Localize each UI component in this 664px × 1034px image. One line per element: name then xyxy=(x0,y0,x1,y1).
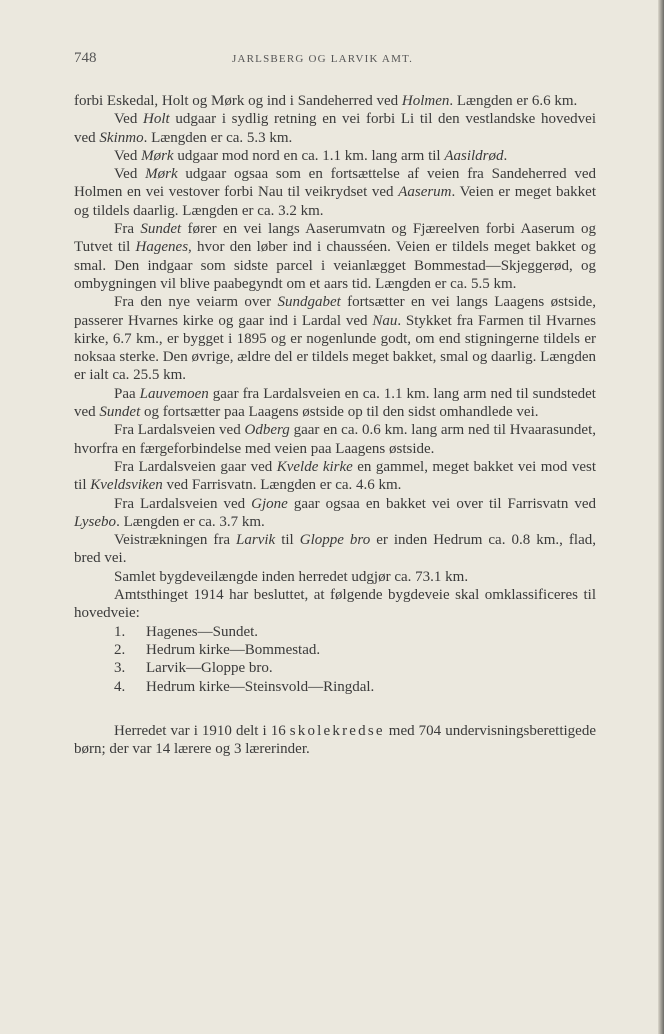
text-run: er inden Hedrum ca. 0.8 km., flad, bred vei. xyxy=(74,532,596,567)
text-run: udgaar i sydlig retning en vei forbi Li til den vestlandske hovedvei ved xyxy=(74,111,596,146)
paragraph-group xyxy=(74,92,596,623)
text-run: Amtsthinget 1914 har besluttet, at følgende bygdeveie skal omklassificeres til hovedveie: xyxy=(74,587,596,622)
body-text xyxy=(74,92,596,758)
list-item xyxy=(74,623,596,641)
running-head: JARLSBERG OG LARVIK AMT. xyxy=(232,53,414,65)
paragraph xyxy=(74,92,596,110)
text-run: Paa xyxy=(114,385,140,402)
reclassification-list xyxy=(74,623,596,696)
text-run: . Veien er meget bakket og tildels daarlig. Længden er ca. 3.2 km. xyxy=(74,184,596,219)
text-run: udgaar ogsaa som en fortsættelse af veien fra Sandeherred ved Holmen en vei vestover forbi Nau til veikrydset ved xyxy=(74,166,597,201)
paragraph xyxy=(74,458,596,495)
italic-place-name: Lauvemoen xyxy=(139,385,209,402)
text-run: Herredet var i 1910 delt i 16 xyxy=(114,722,290,739)
italic-place-name: Sundet xyxy=(140,221,182,238)
paragraph xyxy=(74,293,596,384)
paragraph xyxy=(74,165,596,220)
text-run: gaar en ca. 0.6 km. lang arm ned til Hvaarasundet, hvorfra en færgeforbindelse med veien paa Laagens østside. xyxy=(74,422,596,457)
text-run: gaar ogsaa en bakket vei over til Farrisvatn ved xyxy=(287,495,596,512)
paragraph xyxy=(74,495,596,532)
list-number: 1. xyxy=(114,623,126,640)
italic-place-name: Mørk xyxy=(145,166,178,183)
text-run: Fra den nye veiarm over xyxy=(114,294,278,311)
text-run: Ved xyxy=(114,147,142,164)
list-number: 2. xyxy=(114,641,126,658)
italic-place-name: Nau xyxy=(372,312,398,329)
italic-place-name: Skinmo xyxy=(99,129,144,146)
paragraph xyxy=(74,385,596,422)
text-run: Fra xyxy=(114,221,141,238)
text-run: fortsætter en vei langs Laagens østside, passerer Hvarnes kirke og gaar ind i Lardal ved xyxy=(74,294,597,329)
italic-place-name: Lysebo xyxy=(74,513,117,530)
text-run: gaar fra Lardalsveien en ca. 1.1 km. lang arm ned til sundstedet ved xyxy=(74,385,596,421)
list-text: Larvik—Gloppe bro. xyxy=(146,660,273,677)
text-run: . Længden er ca. 5.3 km. xyxy=(143,129,293,146)
paragraph xyxy=(74,531,596,568)
italic-place-name: Aaserum xyxy=(398,184,452,201)
paragraph xyxy=(74,110,596,147)
text-run: Fra Lardalsveien gaar ved xyxy=(114,458,277,475)
text-run: udgaar mod nord en ca. 1.1 km. lang arm til xyxy=(173,147,445,164)
text-run: Fra Lardalsveien ved xyxy=(114,422,245,439)
page-header xyxy=(74,50,594,72)
list-number: 4. xyxy=(114,678,126,695)
text-run: til xyxy=(275,532,300,549)
list-item xyxy=(74,678,596,696)
text-run: . Længden er ca. 3.7 km. xyxy=(116,513,265,530)
page-edge-shadow xyxy=(658,0,664,1034)
text-run: Ved xyxy=(114,166,146,183)
italic-place-name: Gjone xyxy=(251,495,288,512)
text-run: med 704 undervisningsberettigede børn; der var 14 lærere og 3 lærerinder. xyxy=(74,722,596,758)
text-run: . Længden er 6.6 km. xyxy=(449,93,578,109)
text-run: Ved xyxy=(114,111,144,128)
italic-place-name: Sundet xyxy=(99,404,141,421)
list-item xyxy=(74,659,596,677)
italic-place-name: Holmen xyxy=(401,93,450,109)
list-number: 3. xyxy=(114,660,126,677)
text-run: . Stykket fra Farmen til Hvarnes kirke, 6.7 km., er bygget i 1895 og er nogenlunde godt, om end stigningerne tildels er noksaa sterke. Den øvrige, ældre del er tildels meget bakket, smal og daarlig. Længden er ialt ca. 25.5 km. xyxy=(74,312,596,384)
spaced-term: skolekredse xyxy=(289,722,385,739)
italic-place-name: Holt xyxy=(143,111,170,128)
italic-place-name: Odberg xyxy=(244,422,290,439)
text-run: . xyxy=(503,147,508,164)
list-item xyxy=(74,641,596,659)
paragraph xyxy=(74,586,596,623)
list-text: Hagenes—Sundet. xyxy=(146,623,259,640)
paragraph xyxy=(74,421,596,458)
closing-paragraph xyxy=(74,722,596,759)
text-run: Fra Lardalsveien ved xyxy=(114,495,252,512)
italic-place-name: Gloppe bro xyxy=(299,532,371,549)
paragraph xyxy=(74,568,596,586)
list-text: Hedrum kirke—Bommestad. xyxy=(146,641,321,658)
list-text: Hedrum kirke—Steinsvold—Ringdal. xyxy=(146,678,375,695)
italic-place-name: Kvelde kirke xyxy=(276,458,353,475)
paragraph xyxy=(74,147,596,165)
italic-place-name: Hagenes xyxy=(135,239,189,256)
text-run: og fortsætter paa Laagens østside op til den sidst omhandlede vei. xyxy=(140,404,539,421)
text-run: , hvor den løber ind i chausséen. Veien er tildels meget bakket og smal. Den indgaar som sidste parcel i veianlægget Bommestad—Skjeggerød, og ombygningen vil blive paabegyndt om et aars tid. Længden er ca. 5.5 km. xyxy=(74,239,596,292)
text-run: ved Farrisvatn. Længden er ca. 4.6 km. xyxy=(162,477,402,494)
section-gap xyxy=(74,696,596,722)
italic-place-name: Sundgabet xyxy=(277,294,341,311)
italic-place-name: Aasildrød xyxy=(444,147,504,164)
text-run: en gammel, meget bakket vei mod vest til xyxy=(74,458,596,494)
page-number: 748 xyxy=(74,50,97,66)
text-run: forbi Eskedal, Holt og Mørk og ind i Sandeherred ved xyxy=(74,93,402,109)
text-run: Veistrækningen fra xyxy=(114,532,237,549)
italic-place-name: Mørk xyxy=(141,147,174,164)
text-run: fører en vei langs Aaserumvatn og Fjæreelven forbi Aaserum og Tutvet til xyxy=(74,221,596,256)
text-run: Samlet bygdeveilængde inden herredet udgjør ca. 73.1 km. xyxy=(114,568,469,585)
paragraph xyxy=(74,220,596,293)
italic-place-name: Kveldsviken xyxy=(90,477,163,494)
italic-place-name: Larvik xyxy=(236,532,276,549)
